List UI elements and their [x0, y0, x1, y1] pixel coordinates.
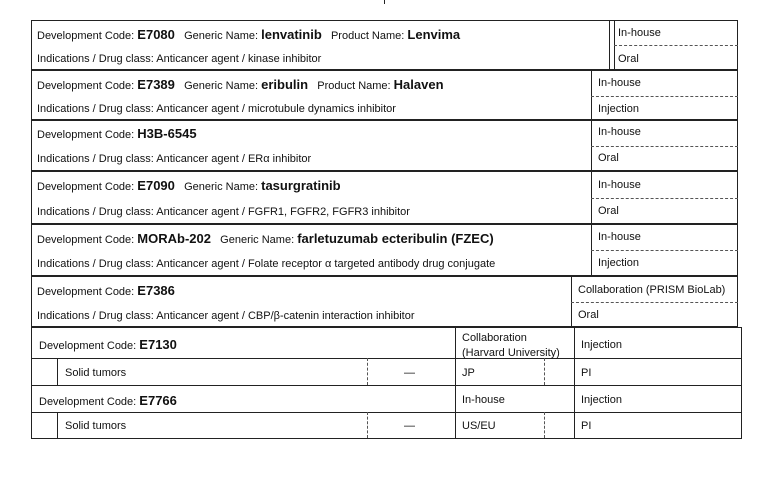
generic-name: lenvatinib	[261, 27, 322, 42]
dev-code: E7389	[137, 77, 175, 92]
route: Oral	[598, 205, 619, 217]
dev-code-label: Development Code:	[39, 396, 137, 408]
generic-name: tasurgratinib	[261, 178, 341, 193]
product-name-label: Product Name:	[330, 30, 405, 42]
generic-name-label: Generic Name:	[184, 181, 259, 193]
phase: PI	[581, 367, 592, 379]
code-row	[37, 78, 444, 93]
indication: Anticancer agent / microtubule dynamics inhibitor	[156, 103, 396, 115]
route: Injection	[581, 394, 622, 406]
divider	[367, 412, 368, 438]
code-row	[37, 284, 175, 299]
indications-label: Indications / Drug class:	[37, 258, 154, 270]
code-row	[37, 232, 494, 247]
drug-block-e7090	[31, 171, 738, 224]
code-row	[37, 127, 197, 142]
divider	[57, 412, 58, 438]
indications-label: Indications / Drug class:	[37, 153, 154, 165]
dash-mark: —	[404, 420, 415, 432]
dev-code-label: Development Code:	[37, 286, 135, 298]
route: Injection	[581, 339, 622, 351]
source: In-house	[598, 126, 641, 138]
drug-block-e7386	[31, 276, 738, 327]
dev-code: E7080	[137, 27, 175, 42]
code-row	[37, 28, 460, 43]
indication-row	[37, 153, 311, 166]
generic-name-label: Generic Name:	[184, 80, 259, 92]
route: Oral	[578, 309, 599, 321]
dev-code: E7766	[139, 393, 177, 408]
indication-row	[37, 53, 321, 66]
dev-code: E7090	[137, 178, 175, 193]
product-name: Halaven	[393, 77, 444, 92]
indication: Anticancer agent / FGFR1, FGFR2, FGFR3 inhibitor	[156, 206, 410, 218]
divider	[544, 412, 545, 438]
dev-code-label: Development Code:	[37, 181, 135, 193]
code-row	[37, 179, 341, 194]
indication: Anticancer agent / CBP/β-catenin interaction inhibitor	[156, 310, 415, 322]
indication-row	[37, 310, 414, 323]
generic-name: eribulin	[261, 77, 309, 92]
indications-label: Indications / Drug class:	[37, 206, 154, 218]
product-name: Lenvima	[407, 27, 461, 42]
drug-block-h3b-6545	[31, 120, 738, 171]
source: In-house	[618, 27, 661, 39]
source: In-house	[598, 77, 641, 89]
region: JP	[462, 367, 475, 379]
dev-code: H3B-6545	[137, 126, 197, 141]
divider	[367, 358, 368, 385]
dev-code-label: Development Code:	[37, 129, 135, 141]
indications-label: Indications / Drug class:	[37, 310, 154, 322]
phase: PI	[581, 420, 592, 432]
indication: Solid tumors	[65, 367, 127, 379]
indications-label: Indications / Drug class:	[37, 53, 154, 65]
divider	[574, 328, 575, 385]
indication: Anticancer agent / kinase inhibitor	[156, 53, 322, 65]
route: Oral	[598, 152, 619, 164]
divider	[32, 412, 741, 413]
indications-label: Indications / Drug class:	[37, 103, 154, 115]
source: In-house	[598, 179, 641, 191]
dev-code-label: Development Code:	[37, 234, 135, 246]
route: Oral	[618, 53, 639, 65]
divider	[455, 328, 456, 385]
indication: Anticancer agent / Folate receptor α targeted antibody drug conjugate	[156, 258, 496, 270]
dev-code-label: Development Code:	[37, 80, 135, 92]
indication-row	[37, 258, 495, 271]
drug-block-e7080	[31, 20, 738, 70]
source: Collaboration	[462, 332, 527, 344]
code-row	[39, 394, 177, 409]
divider	[609, 21, 610, 69]
dev-code: E7386	[137, 283, 175, 298]
dev-code: E7130	[139, 337, 177, 352]
indication: Solid tumors	[65, 420, 127, 432]
region: US/EU	[462, 420, 496, 432]
drug-block-e7130	[31, 327, 742, 386]
drug-block-morab-202	[31, 224, 738, 276]
divider	[544, 358, 545, 385]
divider	[591, 146, 738, 147]
product-name-label: Product Name:	[317, 80, 391, 92]
divider	[591, 96, 738, 97]
generic-name-label: Generic Name:	[220, 234, 295, 246]
dev-code-label: Development Code:	[39, 340, 137, 352]
indication-row	[37, 206, 410, 219]
route: Injection	[598, 103, 639, 115]
source: In-house	[462, 394, 505, 406]
source: In-house	[598, 231, 641, 243]
divider	[614, 45, 738, 46]
dev-code-label: Development Code:	[37, 30, 135, 42]
divider	[591, 198, 738, 199]
divider	[591, 250, 738, 251]
source-detail: (Harvard University)	[462, 347, 560, 359]
drug-block-e7389	[31, 70, 738, 120]
code-row	[39, 338, 177, 353]
dash-mark: —	[404, 367, 415, 379]
drug-block-e7766	[31, 385, 742, 439]
source: Collaboration (PRISM BioLab)	[578, 284, 726, 296]
dev-code: MORAb-202	[137, 231, 211, 246]
divider	[57, 358, 58, 385]
divider	[571, 302, 738, 303]
indication-row	[37, 103, 396, 116]
top-tick-mark	[384, 0, 385, 4]
route: Injection	[598, 257, 639, 269]
generic-name-label: Generic Name:	[184, 30, 259, 42]
divider	[591, 71, 592, 119]
divider	[32, 358, 741, 359]
generic-name: farletuzumab ecteribulin (FZEC)	[297, 231, 494, 246]
indication: Anticancer agent / ERα inhibitor	[156, 153, 312, 165]
